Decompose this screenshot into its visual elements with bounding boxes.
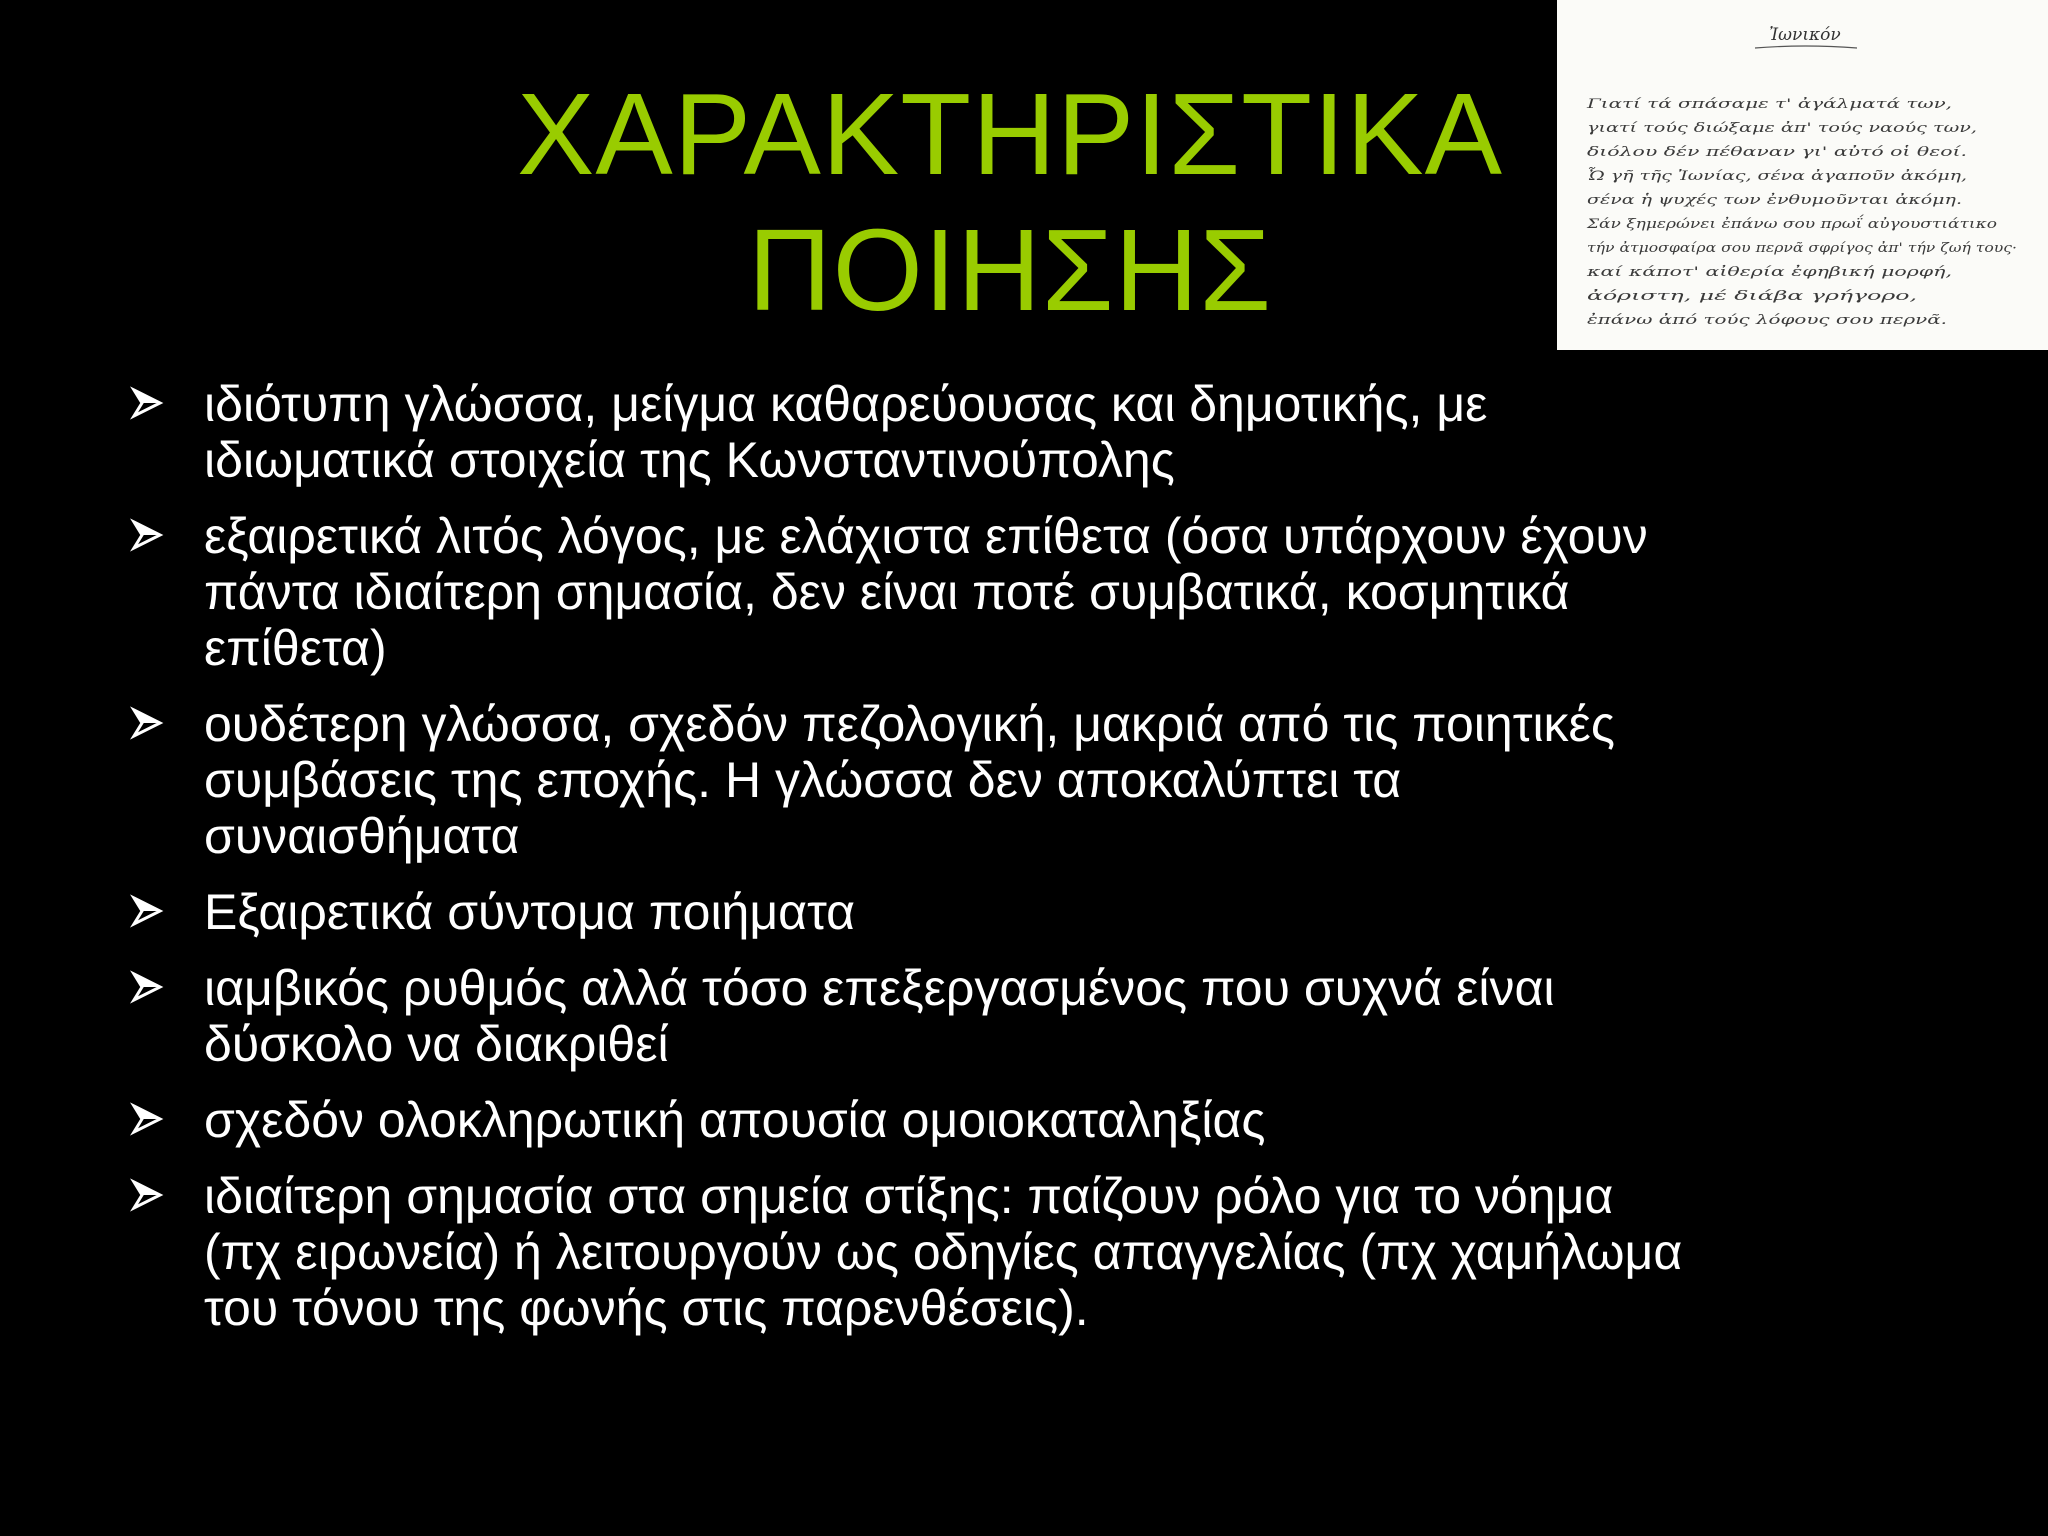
bullet-line: δύσκολο να διακριθεί <box>204 1016 669 1072</box>
bullet-line: ιδιωματικά στοιχεία της Κωνσταντινούπολης <box>204 432 1175 488</box>
bullet-line: ιδιότυπη γλώσσα, μείγμα καθαρεύουσας και δημοτικής, με <box>204 376 1488 432</box>
slide-title <box>300 66 1720 338</box>
arrow-bullet-icon <box>130 1170 170 1220</box>
manuscript-line: ἀόριστη, μέ διάβα γρήγορο, <box>1587 289 1917 304</box>
bullet-item <box>130 1092 1930 1148</box>
manuscript-line: ἐπάνω ἀπό τούς λόφους σου περνᾶ. <box>1587 313 1947 328</box>
bullet-list <box>130 376 1930 1356</box>
manuscript-handwriting <box>1557 0 2048 350</box>
bullet-line: Εξαιρετικά σύντομα ποιήματα <box>204 884 856 940</box>
bullet-line: ουδέτερη γλώσσα, σχεδόν πεζολογική, μακριά από τις ποιητικές <box>204 696 1615 752</box>
bullet-item <box>130 376 1930 488</box>
bullet-line: σχεδόν ολοκληρωτική απουσία ομοιοκαταληξίας <box>204 1092 1266 1148</box>
manuscript-line: Γιατί τά σπάσαμε τ' ἀγάλματά των, <box>1585 97 1952 112</box>
arrow-bullet-icon <box>130 962 170 1012</box>
bullet-line: επίθετα) <box>204 620 387 676</box>
manuscript-line: σένα ἡ ψυχές των ἐνθυμοῦνται ἀκόμη. <box>1587 193 1962 208</box>
manuscript-line: Ὦ γῆ τῆς Ἰωνίας, σένα ἀγαποῦν ἀκόμη, <box>1587 169 1848 184</box>
bullet-line: ιδιαίτερη σημασία στα σημεία στίξης: παίζουν ρόλο για το νόημα <box>204 1168 1614 1224</box>
arrow-bullet-icon <box>130 510 170 560</box>
bullet-line: ιαμβικός ρυθμός αλλά τόσο επεξεργασμένος που συχνά είναι <box>204 960 1555 1016</box>
manuscript-line: γιατί τούς διώξαμε ἀπ' τούς ναούς των, <box>1587 121 1977 136</box>
bullet-item <box>130 1168 1930 1336</box>
bullet-line: συμβάσεις της εποχής. Η γλώσσα δεν αποκαλύπτει τα <box>204 752 1402 808</box>
title-line-2: ΠΟΙΗΣΗΣ <box>747 205 1273 335</box>
arrow-bullet-icon <box>130 698 170 748</box>
arrow-bullet-icon <box>130 378 170 428</box>
bullet-line: του τόνου της φωνής στις παρενθέσεις). <box>204 1280 1089 1336</box>
arrow-bullet-icon <box>130 1094 170 1144</box>
bullet-item <box>130 696 1930 864</box>
bullet-item <box>130 884 1930 940</box>
bullet-line: εξαιρετικά λιτός λόγος, με ελάχιστα επίθετα (όσα υπάρχουν έχουν <box>204 508 1648 564</box>
manuscript-line: καί κάποτ' αἰθερία ἐφηβική μορφή, <box>1587 265 1819 280</box>
manuscript-line: διόλου δέν πέθαναν γι' αὐτό οἱ θεοί. <box>1587 145 1829 160</box>
manuscript-line: Σάν ξημερώνει ἐπάνω σου πρωΐ αὐγουστιάτικο <box>1587 217 1901 232</box>
arrow-bullet-icon <box>130 886 170 936</box>
manuscript-image <box>1557 0 2048 350</box>
bullet-item <box>130 508 1930 676</box>
title-line-1: ΧΑΡΑΚΤΗΡΙΣΤΙΚΑ <box>516 69 1503 199</box>
bullet-line: (πχ ειρωνεία) ή λειτουργούν ως οδηγίες απαγγελίας (πχ χαμήλωμα <box>204 1224 1683 1280</box>
manuscript-heading: Ἰωνικόν <box>1769 25 1841 45</box>
manuscript-line: τήν ἀτμοσφαίρα σου περνᾶ σφρίγος ἀπ' τήν ζωή τους· <box>1587 241 2017 256</box>
bullet-item <box>130 960 1930 1072</box>
bullet-line: συναισθήματα <box>204 808 520 864</box>
bullet-line: πάντα ιδιαίτερη σημασία, δεν είναι ποτέ συμβατικά, κοσμητικά <box>204 564 1570 620</box>
